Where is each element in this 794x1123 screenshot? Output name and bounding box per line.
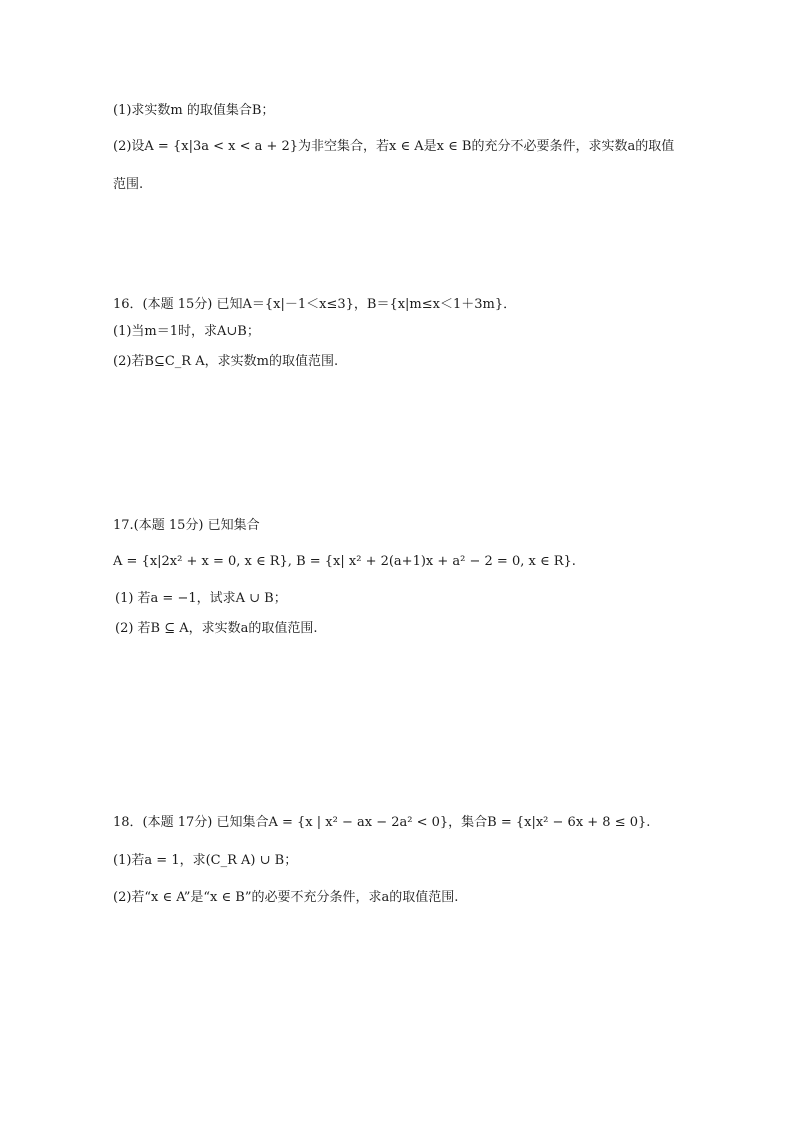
q16-part2: (2)若B⊆C_R A，求实数m的取值范围. bbox=[113, 354, 339, 369]
q17-part2: (2) 若B ⊆ A，求实数a的取值范围. bbox=[115, 621, 318, 636]
q15-part1: (1)求实数m 的取值集合B； bbox=[113, 103, 275, 118]
q16-part1: (1)当m＝1时，求A∪B； bbox=[113, 324, 260, 339]
q18-stem: 18．(本题 17分) 已知集合A = {x | x² − ax − 2a² < 0}，集合B = {x|x² − 6x + 8 ≤ 0}. bbox=[113, 815, 651, 830]
q17-part1: (1) 若a = −1，试求A ∪ B； bbox=[115, 591, 287, 606]
q15-part2: (2)设A = {x|3a < x < a + 2}为非空集合，若x ∈ A是x ∈ B的充分不必要条件，求实数a的取值 bbox=[113, 139, 675, 154]
q16-stem: 16．(本题 15分) 已知A＝{x|－1＜x≤3}，B＝{x|m≤x＜1＋3m}． bbox=[113, 297, 517, 312]
q17-sets: A = {x|2x² + x = 0, x ∈ R}, B = {x| x² + 2(a+1)x + a² − 2 = 0, x ∈ R}. bbox=[113, 554, 576, 569]
q15-part2-continued: 范围. bbox=[113, 177, 144, 192]
q17-stem: 17.(本题 15分) 已知集合 bbox=[113, 518, 260, 533]
q18-part1: (1)若a = 1，求(C_R A) ∪ B； bbox=[113, 853, 298, 868]
q18-part2: (2)若“x ∈ A”是“x ∈ B”的必要不充分条件，求a的取值范围. bbox=[113, 890, 459, 905]
